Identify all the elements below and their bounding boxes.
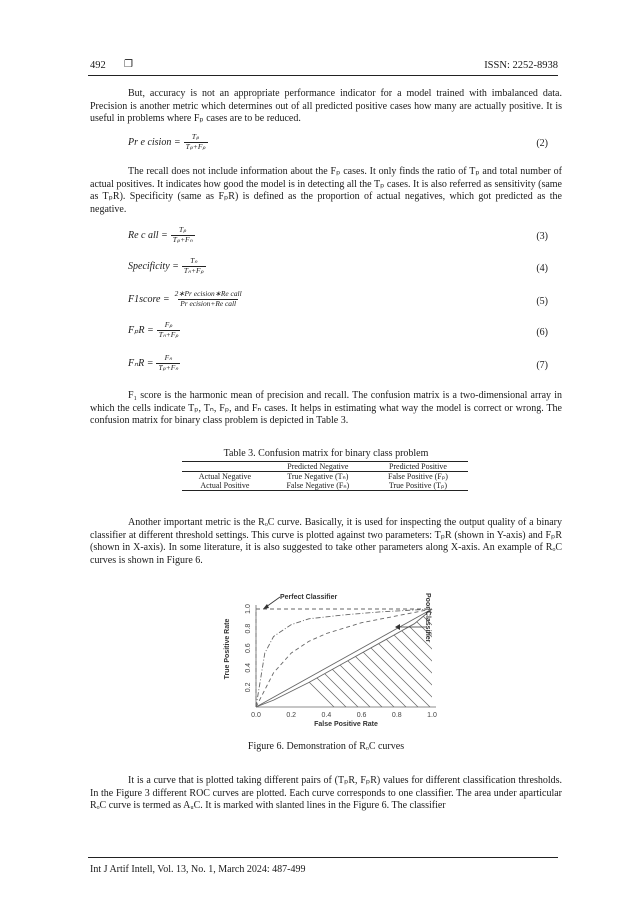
hatch-line <box>392 609 450 709</box>
equation-precision: Pr e cision = $\frac{\text{Tₚ}}{\text{Tₚ+Fₚ}}$ <box>128 132 206 151</box>
y-tick-label: 0.4 <box>245 662 252 673</box>
confusion-matrix-table <box>182 461 468 491</box>
table-cell: Actual Positive <box>182 481 268 491</box>
equation-number: (3) <box>536 231 548 242</box>
page-number: 492 <box>90 60 106 71</box>
equation-recall: Re c all = $\frac{\text{Tₚ}}{\text{Tₚ+Fₙ}}$ <box>128 225 193 244</box>
paragraph-f1: F₁ score is the harmonic mean of precision and recall. The confusion matrix is a two-dimensional array in which the cells indicate Tₚ, Tₙ, Fₚ, and Fₙ cases. It helps in estimating what way the model is correct or wrong. The confusion matrix for binary class problem is depicted in Table 3. <box>90 390 562 427</box>
x-tick-label: 0.4 <box>321 712 332 719</box>
y-tick-label: 0.6 <box>245 643 252 654</box>
equation-number: (5) <box>536 296 548 307</box>
hatch-line <box>416 609 450 709</box>
equation-number: (2) <box>536 138 548 149</box>
x-tick-label: 0.6 <box>356 712 367 719</box>
table-caption: Table 3. Confusion matrix for binary class problem <box>223 448 429 459</box>
equation-specificity: Specificity = $\frac{\text{Tₙ}}{\text{Tₙ+Fₚ}}$ <box>128 256 204 275</box>
roc-curve-figure <box>200 585 450 735</box>
roc-series-line <box>256 609 432 707</box>
figure-caption: Figure 6. Demonstration of RₒC curves <box>247 741 405 752</box>
x-tick-label: 1.0 <box>427 712 437 719</box>
equation-number: (6) <box>536 327 548 338</box>
hatch-line <box>380 609 450 709</box>
table-header-cell: Predicted Negative <box>268 462 368 472</box>
y-axis-label: True Positive Rate <box>224 618 231 680</box>
footer-rule <box>88 857 558 858</box>
perfect-classifier-annotation: Perfect Classifier <box>280 594 338 601</box>
equation-number: (4) <box>536 263 548 274</box>
equation-f1score: F1score = $\frac{\text{2∗Pr ecision∗Re call}}{\text{Pr ecision+Re call}}$ <box>128 289 242 308</box>
issn: ISSN: 2252-8938 <box>484 60 558 71</box>
x-tick-label: 0.0 <box>251 712 261 719</box>
table-cell: True Positive (Tₚ) <box>368 481 468 491</box>
x-tick-label: 0.2 <box>286 712 297 719</box>
table-cell: False Negative (Fₙ) <box>268 481 368 491</box>
paragraph-recall: The recall does not include information about the Fₚ cases. It only finds the ratio of Tₚ and total number of actual positives. It indicates how good the model is in detecting all the Tₚ cases. It is also referred as sensitivity (same as TₚR). Specificity (same as FₚR) is defined as the proportion of actual negatives, which got predicted as the negative. <box>90 166 562 216</box>
hatch-line <box>440 609 450 709</box>
table-cell: Actual Negative <box>198 472 251 481</box>
table-row <box>182 472 468 482</box>
x-axis-label: False Positive Rate <box>314 721 378 728</box>
hatch-line <box>368 609 450 709</box>
perfect-classifier-arrowhead <box>263 604 269 609</box>
hatch-line <box>332 609 432 709</box>
table-cell: False Positive (Fₚ) <box>388 472 448 481</box>
hatch-line <box>296 609 396 709</box>
y-tick-label: 1.0 <box>245 604 252 614</box>
header-rule <box>88 75 558 76</box>
y-tick-label: 0.8 <box>245 623 252 634</box>
equation-number: (7) <box>536 360 548 371</box>
journal-footer: Int J Artif Intell, Vol. 13, No. 1, March 2024: 487-499 <box>90 864 306 875</box>
hatch-line <box>272 609 372 709</box>
equation-fpr: FₚR = $\frac{\text{Fₚ}}{\text{Tₙ+Fₚ}}$ <box>128 320 179 339</box>
perfect-classifier-arrow <box>266 597 280 607</box>
paragraph-accuracy: But, accuracy is not an appropriate performance indicator for a model trained with imbalanced data. Precision is another metric which determines out of all predicted positive cases how many are actually positive. It is useful in problems where Fₚ cases are to be reduced. <box>90 88 562 125</box>
hatch-line <box>260 609 360 709</box>
table-header-cell <box>182 462 268 472</box>
hatch-line <box>308 609 408 709</box>
table-header-cell: Predicted Positive <box>368 462 468 472</box>
x-tick-label: 0.8 <box>391 712 402 719</box>
equation-fnr: FₙR = $\frac{\text{Fₙ}}{\text{Tₚ+Fₙ}}$ <box>128 353 179 372</box>
paragraph-auc: It is a curve that is plotted taking different pairs of (TₚR, FₚR) values for different classification thresholds. In the Figure 3 different ROC curves are plotted. Each curve corresponds to one classifier. The area under aparticular RₒC curve is termed as AᵤC. It is marked with slanted lines in the Figure 6. The classifier <box>90 775 562 812</box>
poor-classifier-annotation: Poor Classifier <box>424 593 431 643</box>
y-tick-label: 0.2 <box>245 682 252 693</box>
checkbox-icon: ❐ <box>124 59 133 70</box>
hatch-line <box>284 609 384 709</box>
table-cell: True Negative (Tₙ) <box>287 472 349 481</box>
paragraph-roc: Another important metric is the RₒC curve. Basically, it is used for inspecting the output quality of a binary classifier at different threshold settings. This curve is plotted against two parameters: TₚR (shown in Y-axis) and FₚR (shown in X-axis). In some literature, it is also suggested to take other parameters along X-axis. An example of RₒC curves is shown in Figure 6. <box>90 517 562 567</box>
table-row <box>182 481 468 491</box>
table-header-row <box>182 462 468 472</box>
